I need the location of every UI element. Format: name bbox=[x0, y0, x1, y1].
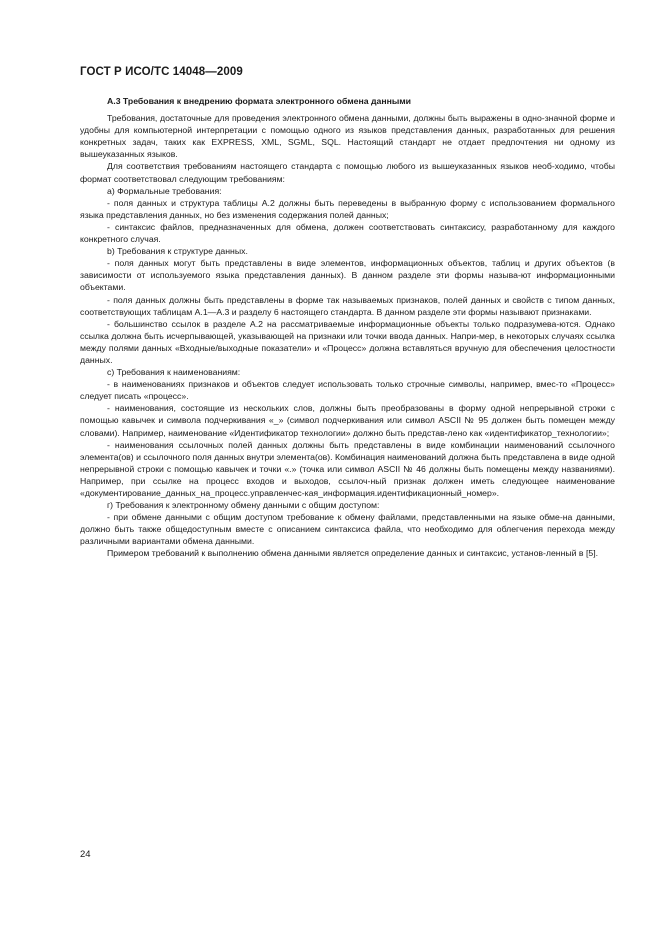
paragraph: Примером требований к выполнению обмена данными является определение данных и синтаксис, установ-ленный в [5]. bbox=[107, 548, 599, 559]
list-item: - поля данных должны быть представлены в форме так называемых признаков, полей данных и свойств с типом данных, соответствующих таблицам А.1—А.3 и разделу 6 настоящего стандарта. В данном разделе эти формы называют признаками. bbox=[80, 294, 615, 317]
section-heading: А.3 Требования к внедрению формата электронного обмена данными bbox=[107, 96, 412, 106]
list-heading: b) Требования к структуре данных. bbox=[107, 246, 248, 257]
list-item: - при обмене данными с общим доступом требование к обмену файлами, представленными на языке обме-на данными, должно быть также общедоступным вместе с описанием синтаксиса файла, что необходимо для облегчения перехода между различными вариантами обмена данными. bbox=[80, 512, 615, 547]
page-number: 24 bbox=[80, 849, 91, 860]
list-heading: с) Требования к наименованиям: bbox=[107, 367, 241, 378]
list-item: - большинство ссылок в разделе А.2 на рассматриваемые информационные объекты только подразумева-ются. Однако ссылка должна быть исчерпывающей, указывающей на признаки или точки ввода данных. Напри-мер, в некоторых случаях ссылка между полями данных «Входные/выходные показатели» и «Процесс» должна вставляться вручную для обеспечения целостности данных. bbox=[80, 318, 615, 365]
list-item: - в наименованиях признаков и объектов следует использовать только строчные символы, например, вмес-то «Процесс» следует писать «процесс». bbox=[80, 379, 615, 402]
document-body bbox=[80, 95, 615, 560]
paragraph: Требования, достаточные для проведения электронного обмена данными, должны быть выражены в одно-значной форме и удобны для компьютерной интерпретации с помощью одного из языков представления данных, разработанных для решения конкретных задач, таких как EXPRESS, XML, SGML, SQL. Настоящий стандарт не отдает предпочтения ни одному из вышеуказанных языков. bbox=[80, 113, 615, 160]
paragraph: Для соответствия требованиям настоящего стандарта с помощью любого из вышеуказанных языков необ-ходимо, чтобы формат соответствовал следующим требованиям: bbox=[80, 161, 615, 184]
list-item: - наименования, состоящие из нескольких слов, должны быть преобразованы в форму одной непрерывной строки с помощью кавычек и символа подчеркивания «_» (символ подчеркивания или символ ASCII № 95 должен быть помещен между словами). Например, наименование «Идентификатор технологии» должно быть представ-лено как «идентификатор_технологии»; bbox=[80, 403, 615, 438]
list-item: - синтаксис файлов, предназначенных для обмена, должен соответствовать синтаксису, разработанному для каждого конкретного случая. bbox=[80, 221, 615, 245]
list-heading: г) Требования к электронному обмену данными с общим доступом: bbox=[107, 500, 380, 511]
list-item: - поля данных могут быть представлены в виде элементов, информационных объектов, таблиц и других объектов (в зависимости от используемого языка представления данных). В данном разделе эти формы называ-ют информационными объектами. bbox=[80, 258, 615, 293]
list-item: - поля данных и структура таблицы А.2 должны быть переведены в выбранную форму с использованием формального языка представления данных, но без изменения содержания полей данных; bbox=[80, 197, 615, 220]
list-item: - наименования ссылочных полей данных должны быть представлены в виде комбинации наименований ссылочного элемента(ов) и ссылочного поля данных внутри элемента(ов). Комбинация наименований должна быть представлена в виде одной непрерывной строки с помощью кавычек и точки «.» (точка или символ ASCII № 46 должны быть помещены между названиями). Например, при ссылке на процесс входов и выходов, ссылоч-ный признак должен иметь следующее наименование «документирование_данных_на_процесс.управленчес-кая_информация.идентификационный_номер». bbox=[80, 439, 615, 498]
list-heading: а) Формальные требования: bbox=[107, 185, 222, 196]
document-header: ГОСТ Р ИСО/ТС 14048—2009 bbox=[80, 66, 243, 78]
